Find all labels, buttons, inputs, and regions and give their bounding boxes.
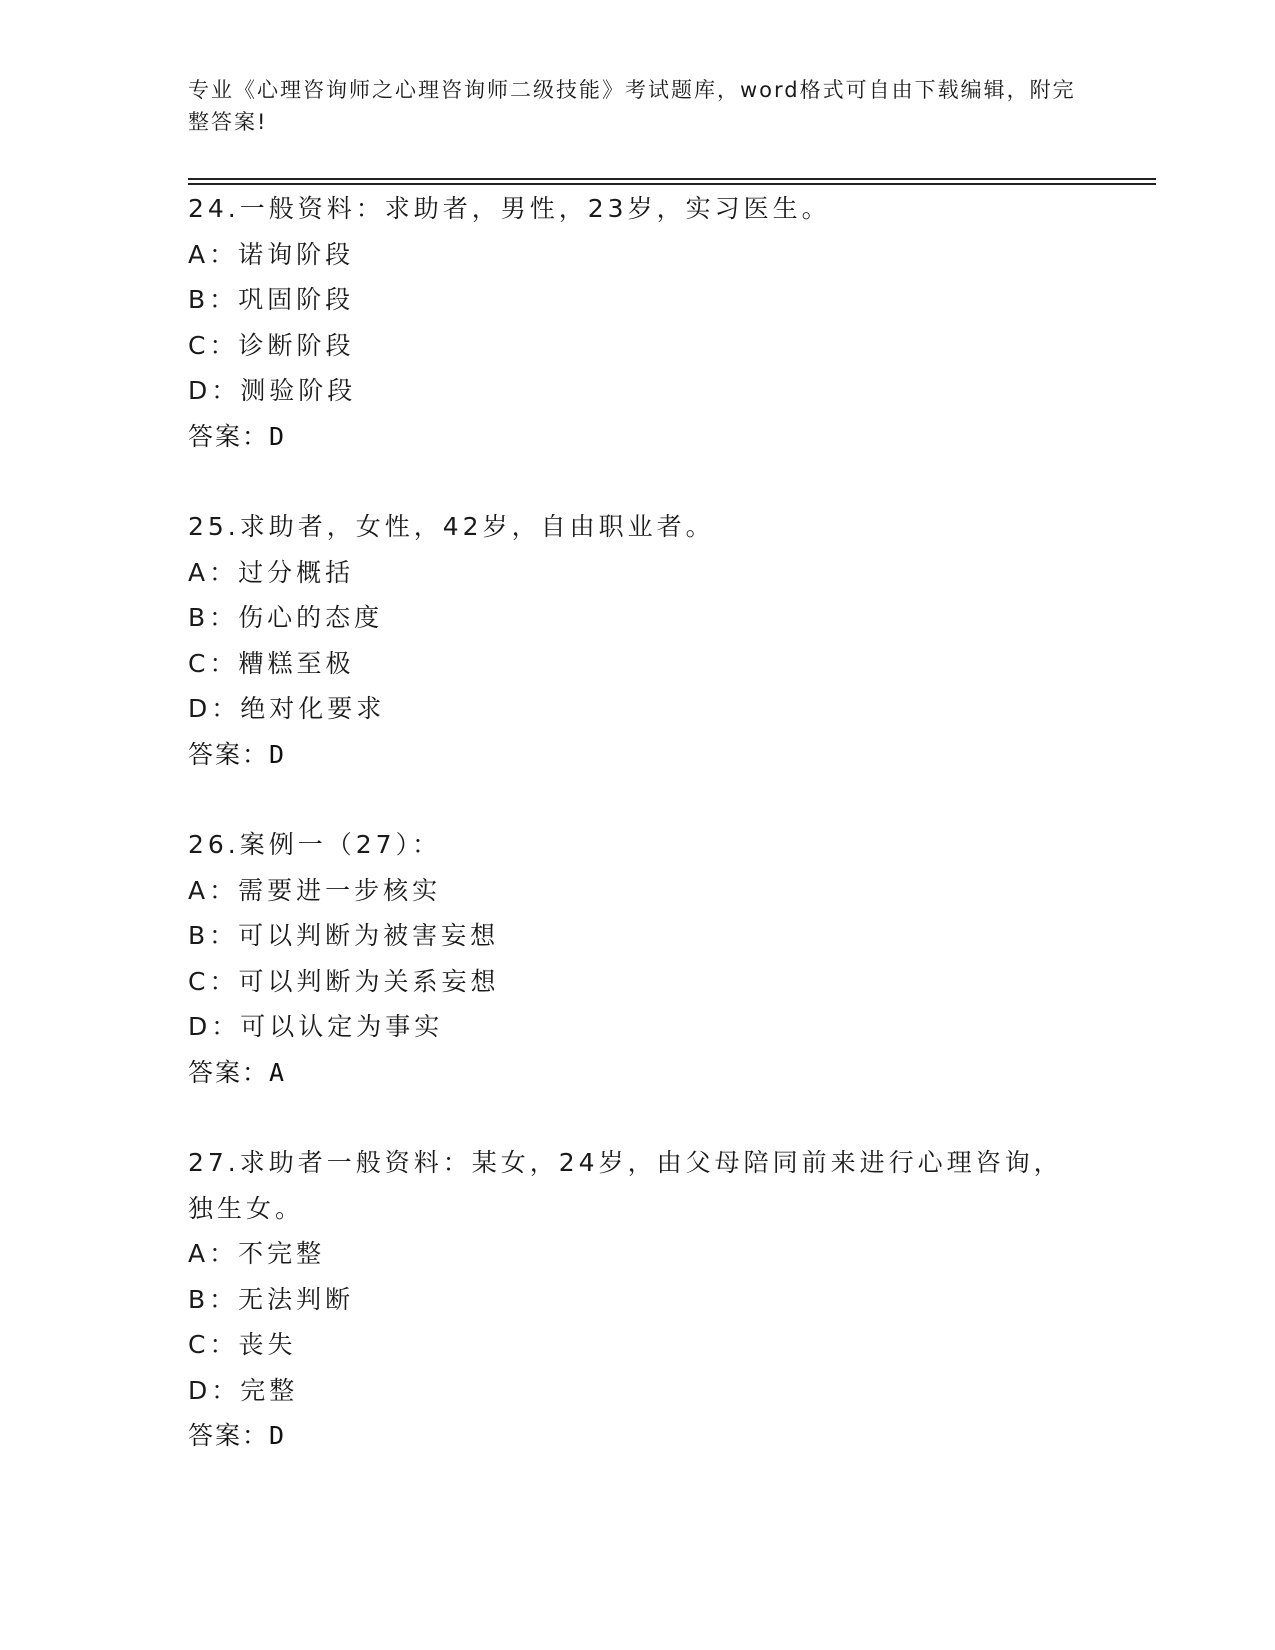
- option-d: D：测验阶段: [188, 376, 357, 405]
- answer-label: 答案：: [188, 1421, 270, 1450]
- header-divider-bottom: [188, 183, 1156, 185]
- option-b: B：可以判断为被害妄想: [188, 921, 500, 950]
- question-26: [188, 822, 1088, 1095]
- option-c: C：可以判断为关系妄想: [188, 966, 500, 996]
- question-24: [188, 186, 1088, 459]
- option-a: A：不完整: [188, 1239, 326, 1268]
- option-d: D：完整: [188, 1375, 299, 1405]
- question-title: 24.一般资料：求助者，男性，23岁，实习医生。: [188, 194, 831, 223]
- question-27: [188, 1140, 1088, 1459]
- question-title: 25.求助者，女性，42岁，自由职业者。: [188, 512, 715, 541]
- option-c: C：糟糕至极: [188, 648, 355, 678]
- answer-line: [188, 1050, 1088, 1096]
- option-c: C：丧失: [188, 1330, 297, 1359]
- option-d: D：绝对化要求: [188, 694, 386, 723]
- option-a: A：诺询阶段: [188, 239, 355, 269]
- option-c: C：诊断阶段: [188, 330, 355, 360]
- option-a: A：过分概括: [188, 557, 355, 587]
- answer-value: A: [269, 1057, 287, 1087]
- option-b: B：巩固阶段: [188, 285, 355, 314]
- answer-line: [188, 414, 1088, 460]
- header-divider-top: [188, 178, 1156, 180]
- answer-label: 答案：: [188, 1057, 270, 1087]
- answer-line: [188, 1413, 1088, 1459]
- option-d: D：可以认定为事实: [188, 1012, 444, 1041]
- document-header: 专业《心理咨询师之心理咨询师二级技能》考试题库，word格式可自由下载编辑，附完整答案!: [188, 78, 1076, 134]
- question-title: 27.求助者一般资料：某女，24岁，由父母陪同前来进行心理咨询，独生女。: [188, 1148, 1063, 1223]
- question-25: [188, 504, 1088, 777]
- answer-line: [188, 732, 1088, 778]
- option-b: B：伤心的态度: [188, 603, 384, 632]
- option-a: A：需要进一步核实: [188, 875, 442, 905]
- answer-value: D: [269, 421, 287, 451]
- answer-value: D: [269, 739, 287, 769]
- answer-value: D: [269, 1421, 287, 1450]
- answer-label: 答案：: [188, 421, 270, 451]
- option-b: B：无法判断: [188, 1284, 355, 1314]
- question-title: 26.案例一（27）：: [188, 830, 442, 859]
- answer-label: 答案：: [188, 739, 270, 769]
